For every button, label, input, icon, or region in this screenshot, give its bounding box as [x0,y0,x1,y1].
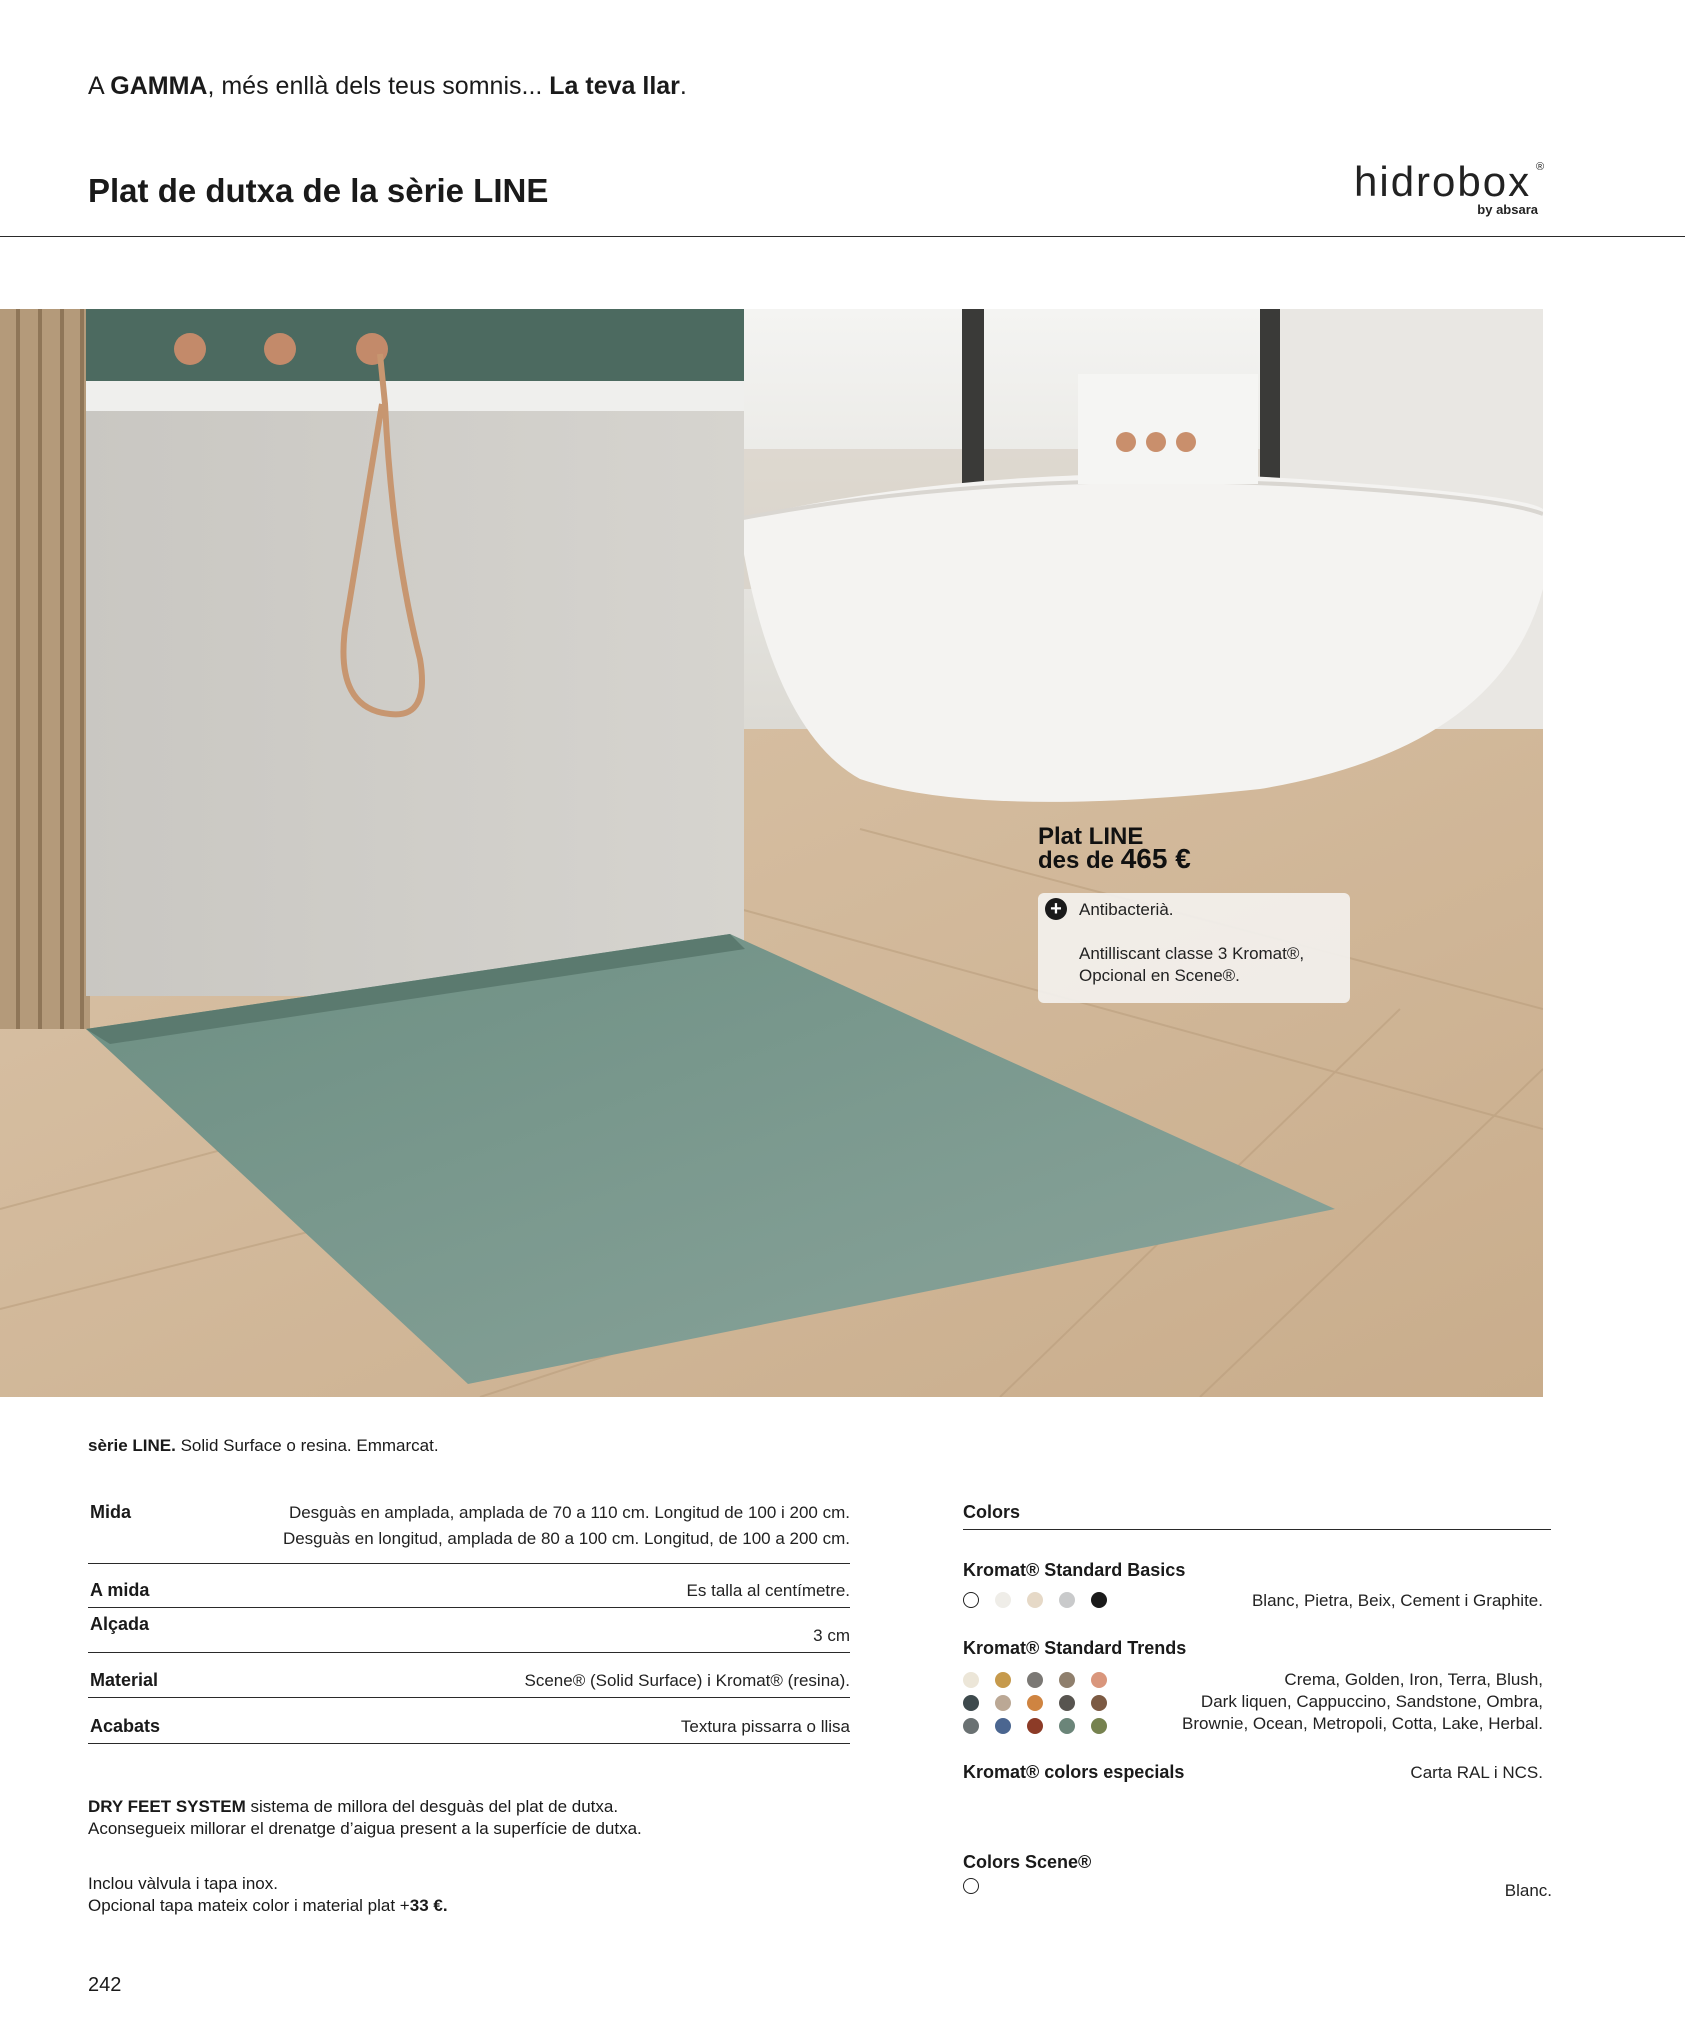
color-swatch [995,1718,1011,1734]
header-divider [0,236,1685,237]
spec-value-height: 3 cm [813,1626,850,1645]
color-swatch [1027,1592,1043,1608]
color-swatch [1091,1672,1107,1688]
color-swatch [963,1878,979,1894]
spec-label-material: Material [90,1670,159,1690]
hidrobox-logo [1350,152,1550,222]
page-number: 242 [88,1974,122,1996]
scene-description: Blanc. [1504,1881,1552,1900]
color-swatch [1091,1718,1107,1734]
basics-title: Kromat® Standard Basics [963,1560,1186,1580]
spec-rule [88,1652,850,1653]
plus-circle-icon: + [1045,898,1067,920]
color-swatch [1091,1695,1107,1711]
hero-photo [0,309,1543,1397]
spec-value-material: Scene® (Solid Surface) i Kromat® (resina). [524,1671,850,1690]
color-swatch [963,1718,979,1734]
page-title: Plat de dutxa de la sèrie LINE [88,172,549,209]
spec-value-custom: Es talla al centímetre. [686,1581,850,1600]
svg-text:®: ® [1536,161,1545,173]
spec-rule [88,1743,850,1744]
svg-text:hidrobox: hidrobox [1354,158,1532,205]
color-swatch [963,1592,979,1608]
color-swatch [1059,1672,1075,1688]
valve-note: Inclou vàlvula i tapa inox. Opcional tapa mateix color i material plat +33 €. [88,1874,448,1915]
color-swatch [1027,1695,1043,1711]
scene-title: Colors Scene® [963,1852,1092,1872]
spec-rule [88,1563,850,1564]
spec-label-height: Alçada [90,1614,150,1634]
spec-rule [88,1607,850,1608]
spec-rule [88,1697,850,1698]
colors-divider [963,1529,1551,1530]
color-swatch [995,1672,1011,1688]
trends-title: Kromat® Standard Trends [963,1638,1187,1658]
spec-value-finish: Textura pissarra o llisa [680,1717,850,1736]
tagline: A GAMMA, més enllà dels teus somnis... La teva llar. [88,72,687,100]
color-swatch [995,1592,1011,1608]
dry-feet-note: DRY FEET SYSTEM sistema de millora del desguàs del plat de dutxa. Aconsegueix millorar el drenatge d’aigua present a la superfície de dutxa. [88,1797,642,1838]
series-description: sèrie LINE. Solid Surface o resina. Emmarcat. [88,1436,439,1455]
color-swatch [995,1695,1011,1711]
trends-swatches [963,1672,1107,1734]
color-swatch [963,1695,979,1711]
color-swatch [1027,1672,1043,1688]
scene-swatches [963,1878,1107,1894]
callout-title: Plat LINE des de 465 € [1038,823,1191,874]
color-swatch [1059,1695,1075,1711]
color-swatch [1091,1592,1107,1608]
feature-antibacterial: Antibacterià. [1079,900,1174,919]
basics-description: Blanc, Pietra, Beix, Cement i Graphite. [1251,1591,1543,1610]
special-description: Carta RAL i NCS. [1410,1763,1543,1782]
feature-antislip: Antilliscant classe 3 Kromat®, Opcional en Scene®. [1079,944,1305,985]
spec-label-finish: Acabats [90,1716,161,1736]
colors-heading: Colors [963,1502,1021,1522]
spec-label-custom: A mida [90,1580,150,1600]
color-swatch [1027,1718,1043,1734]
trends-description: Crema, Golden, Iron, Terra, Blush, Dark liquen, Cappuccino, Sandstone, Ombra, Brownie, Ocean, Metropoli, Cotta, Lake, Herbal. [1182,1670,1543,1733]
color-swatch [1059,1592,1075,1608]
spec-value-size: Desguàs en amplada, amplada de 70 a 110 cm. Longitud de 100 i 200 cm. Desguàs en longitud, amplada de 80 a 100 cm. Longitud, de 100 a 200 cm. [282,1503,850,1548]
color-swatch [1059,1718,1075,1734]
svg-text:by absara: by absara [1477,202,1538,217]
color-swatch [963,1672,979,1688]
basics-swatches [963,1592,1107,1608]
special-title: Kromat® colors especials [963,1762,1185,1782]
spec-label-size: Mida [90,1502,132,1522]
